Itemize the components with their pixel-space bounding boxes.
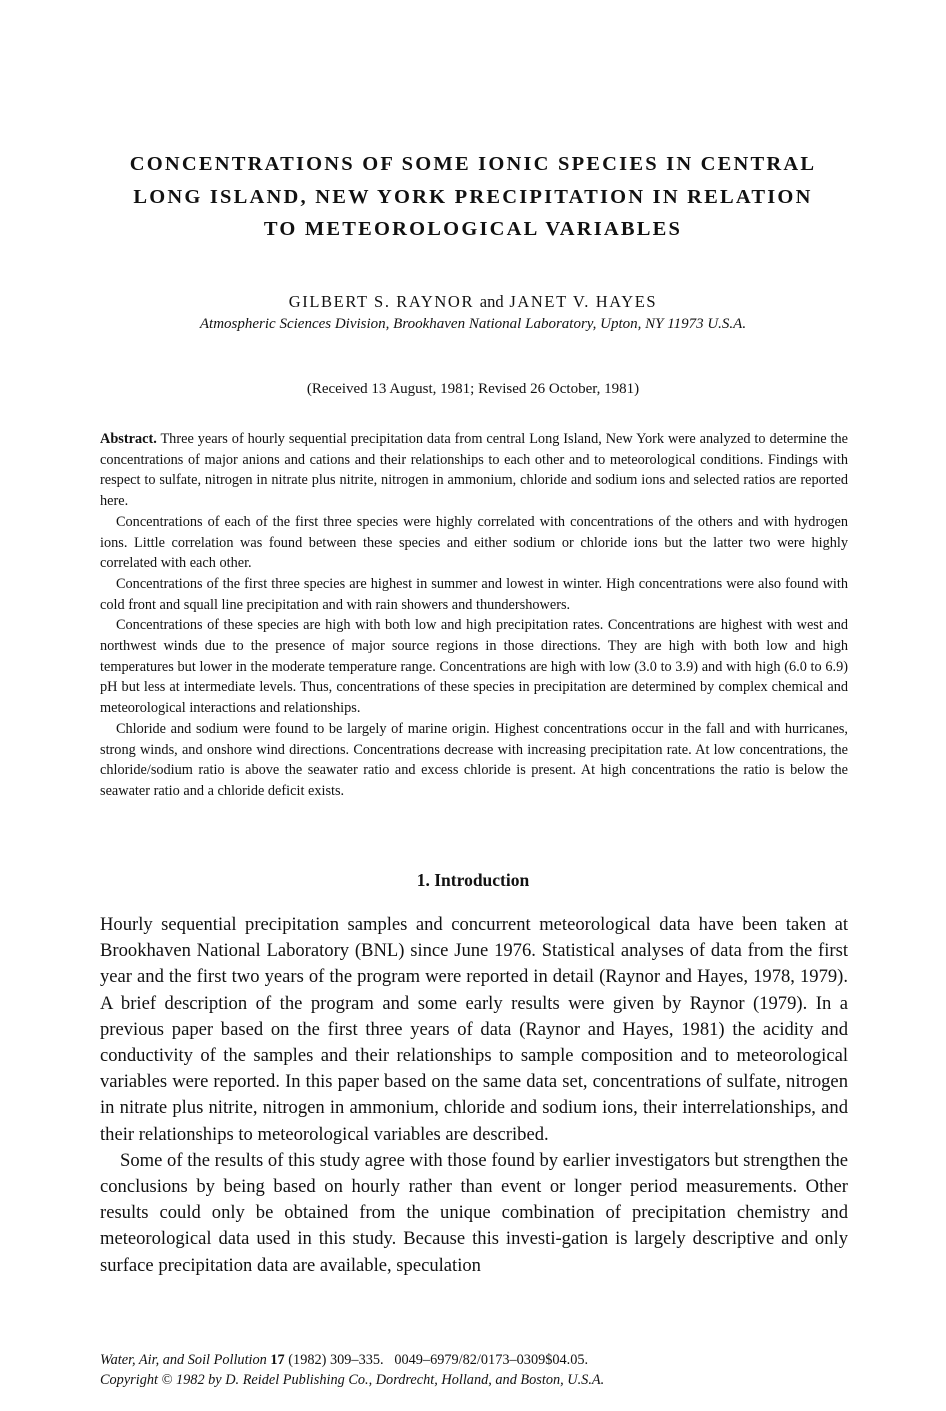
paper-title	[80, 148, 866, 246]
title-line: LONG ISLAND, NEW YORK PRECIPITATION IN RELATION	[133, 185, 813, 208]
author-name: JANET V. HAYES	[509, 292, 658, 311]
journal-code: 0049–6979/82/0173–0309$04.05.	[394, 1352, 589, 1368]
page-footer	[100, 1350, 848, 1390]
title-line: CONCENTRATIONS OF SOME IONIC SPECIES IN CENTRAL	[129, 153, 817, 175]
body-paragraph: Hourly sequential precipitation samples and concurrent meteorological data have been taken at Brookhaven National Laboratory (BNL) since June 1976. Statistical analyses of data from the first year and the first two years of the program were reported in detail (Raynor and Hayes, 1978, 1979). A brief description of the program and some early results were given by Raynor (1979). In a previous paper based on the first three years of data (Raynor and Hayes, 1981) the acidity and conductivity of the samples and their relationships to sample composition and to meteorological variables were reported. In this paper based on the same data set, concentrations of sulfate, nitrogen in nitrate plus nitrite, nitrogen in ammonium, chloride and sodium ions, their interrelationships, and their relationships to meteorological variables are described.	[100, 914, 848, 1145]
body-paragraph: Some of the results of this study agree with those found by earlier investigators but strengthen the conclusions by being based on hourly rather than event or longer period measurements. Other results could only be obtained from the unique combination of precipitation chemistry and meteorological data used in this study. Because this investi-gation is largely descriptive and only surface precipitation data are available, speculation	[100, 1149, 848, 1276]
section-heading: 1. Introduction	[416, 870, 530, 890]
author-name: GILBERT S. RAYNOR	[288, 292, 475, 311]
author-affiliation: Atmospheric Sciences Division, Brookhaven National Laboratory, Upton, NY 11973 U.S.A.	[199, 316, 747, 332]
abstract-paragraph: Concentrations of each of the first three species were highly correlated with concentrations of the others and with hydrogen ions. Little correlation was found between these species and either sodium or chloride ions but the latter two were highly correlated with each other.	[100, 513, 848, 572]
copyright-notice: Copyright © 1982 by D. Reidel Publishing Co., Dordrecht, Holland, and Boston, U.S.A.	[100, 1372, 605, 1388]
abstract-paragraph: Concentrations of the first three species are highest in summer and lowest in winter. High concentrations were also found with cold front and squall line precipitation and with rain showers and thundershowers.	[100, 575, 848, 613]
abstract-paragraph-text: Three years of hourly sequential precipitation data from central Long Island, New York were analyzed to determine the concentrations of major anions and cations and their relationships to each other and to meteorological conditions. Findings with respect to sulfate, nitrogen in nitrate plus nitrite, nitrogen in ammonium, chloride and sodium ions and selected ratios are reported here.	[100, 431, 848, 510]
abstract-paragraph	[100, 429, 848, 512]
section-body	[100, 912, 848, 1279]
abstract	[100, 429, 848, 802]
journal-citation	[100, 1350, 848, 1370]
abstract-paragraph: Chloride and sodium were found to be largely of marine origin. Highest concentrations occur in the fall and with hurricanes, strong winds, and onshore wind directions. Concentrations decrease with increasing precipitation rate. At low concentrations, the chloride/sodium ratio is above the seawater ratio and excess chloride is present. At high concentrations the ratio is below the seawater ratio and a chloride deficit exists.	[100, 720, 848, 799]
journal-name: Water, Air, and Soil Pollution	[100, 1352, 267, 1368]
title-line: TO METEOROLOGICAL VARIABLES	[263, 218, 683, 240]
abstract-label: Abstract.	[100, 431, 157, 447]
author-conjunction: and	[479, 292, 504, 311]
author-list	[0, 292, 946, 312]
journal-year-pages: (1982) 309–335.	[288, 1352, 384, 1368]
abstract-paragraph: Concentrations of these species are high with both low and high precipitation rates. Concentrations are highest with west and northwest winds due to the presence of major source regions in those directions. They are high with both low and high temperatures but lower in the moderate temperature range. Concentrations are high with low (3.0 to 3.9) and with high (6.0 to 6.9) pH but less at intermediate levels. Thus, concentrations of these species in precipitation are determined by complex chemical and meteorological interactions and relationships.	[100, 617, 848, 717]
received-dates: (Received 13 August, 1981; Revised 26 October, 1981)	[306, 381, 640, 397]
journal-volume: 17	[270, 1352, 285, 1368]
